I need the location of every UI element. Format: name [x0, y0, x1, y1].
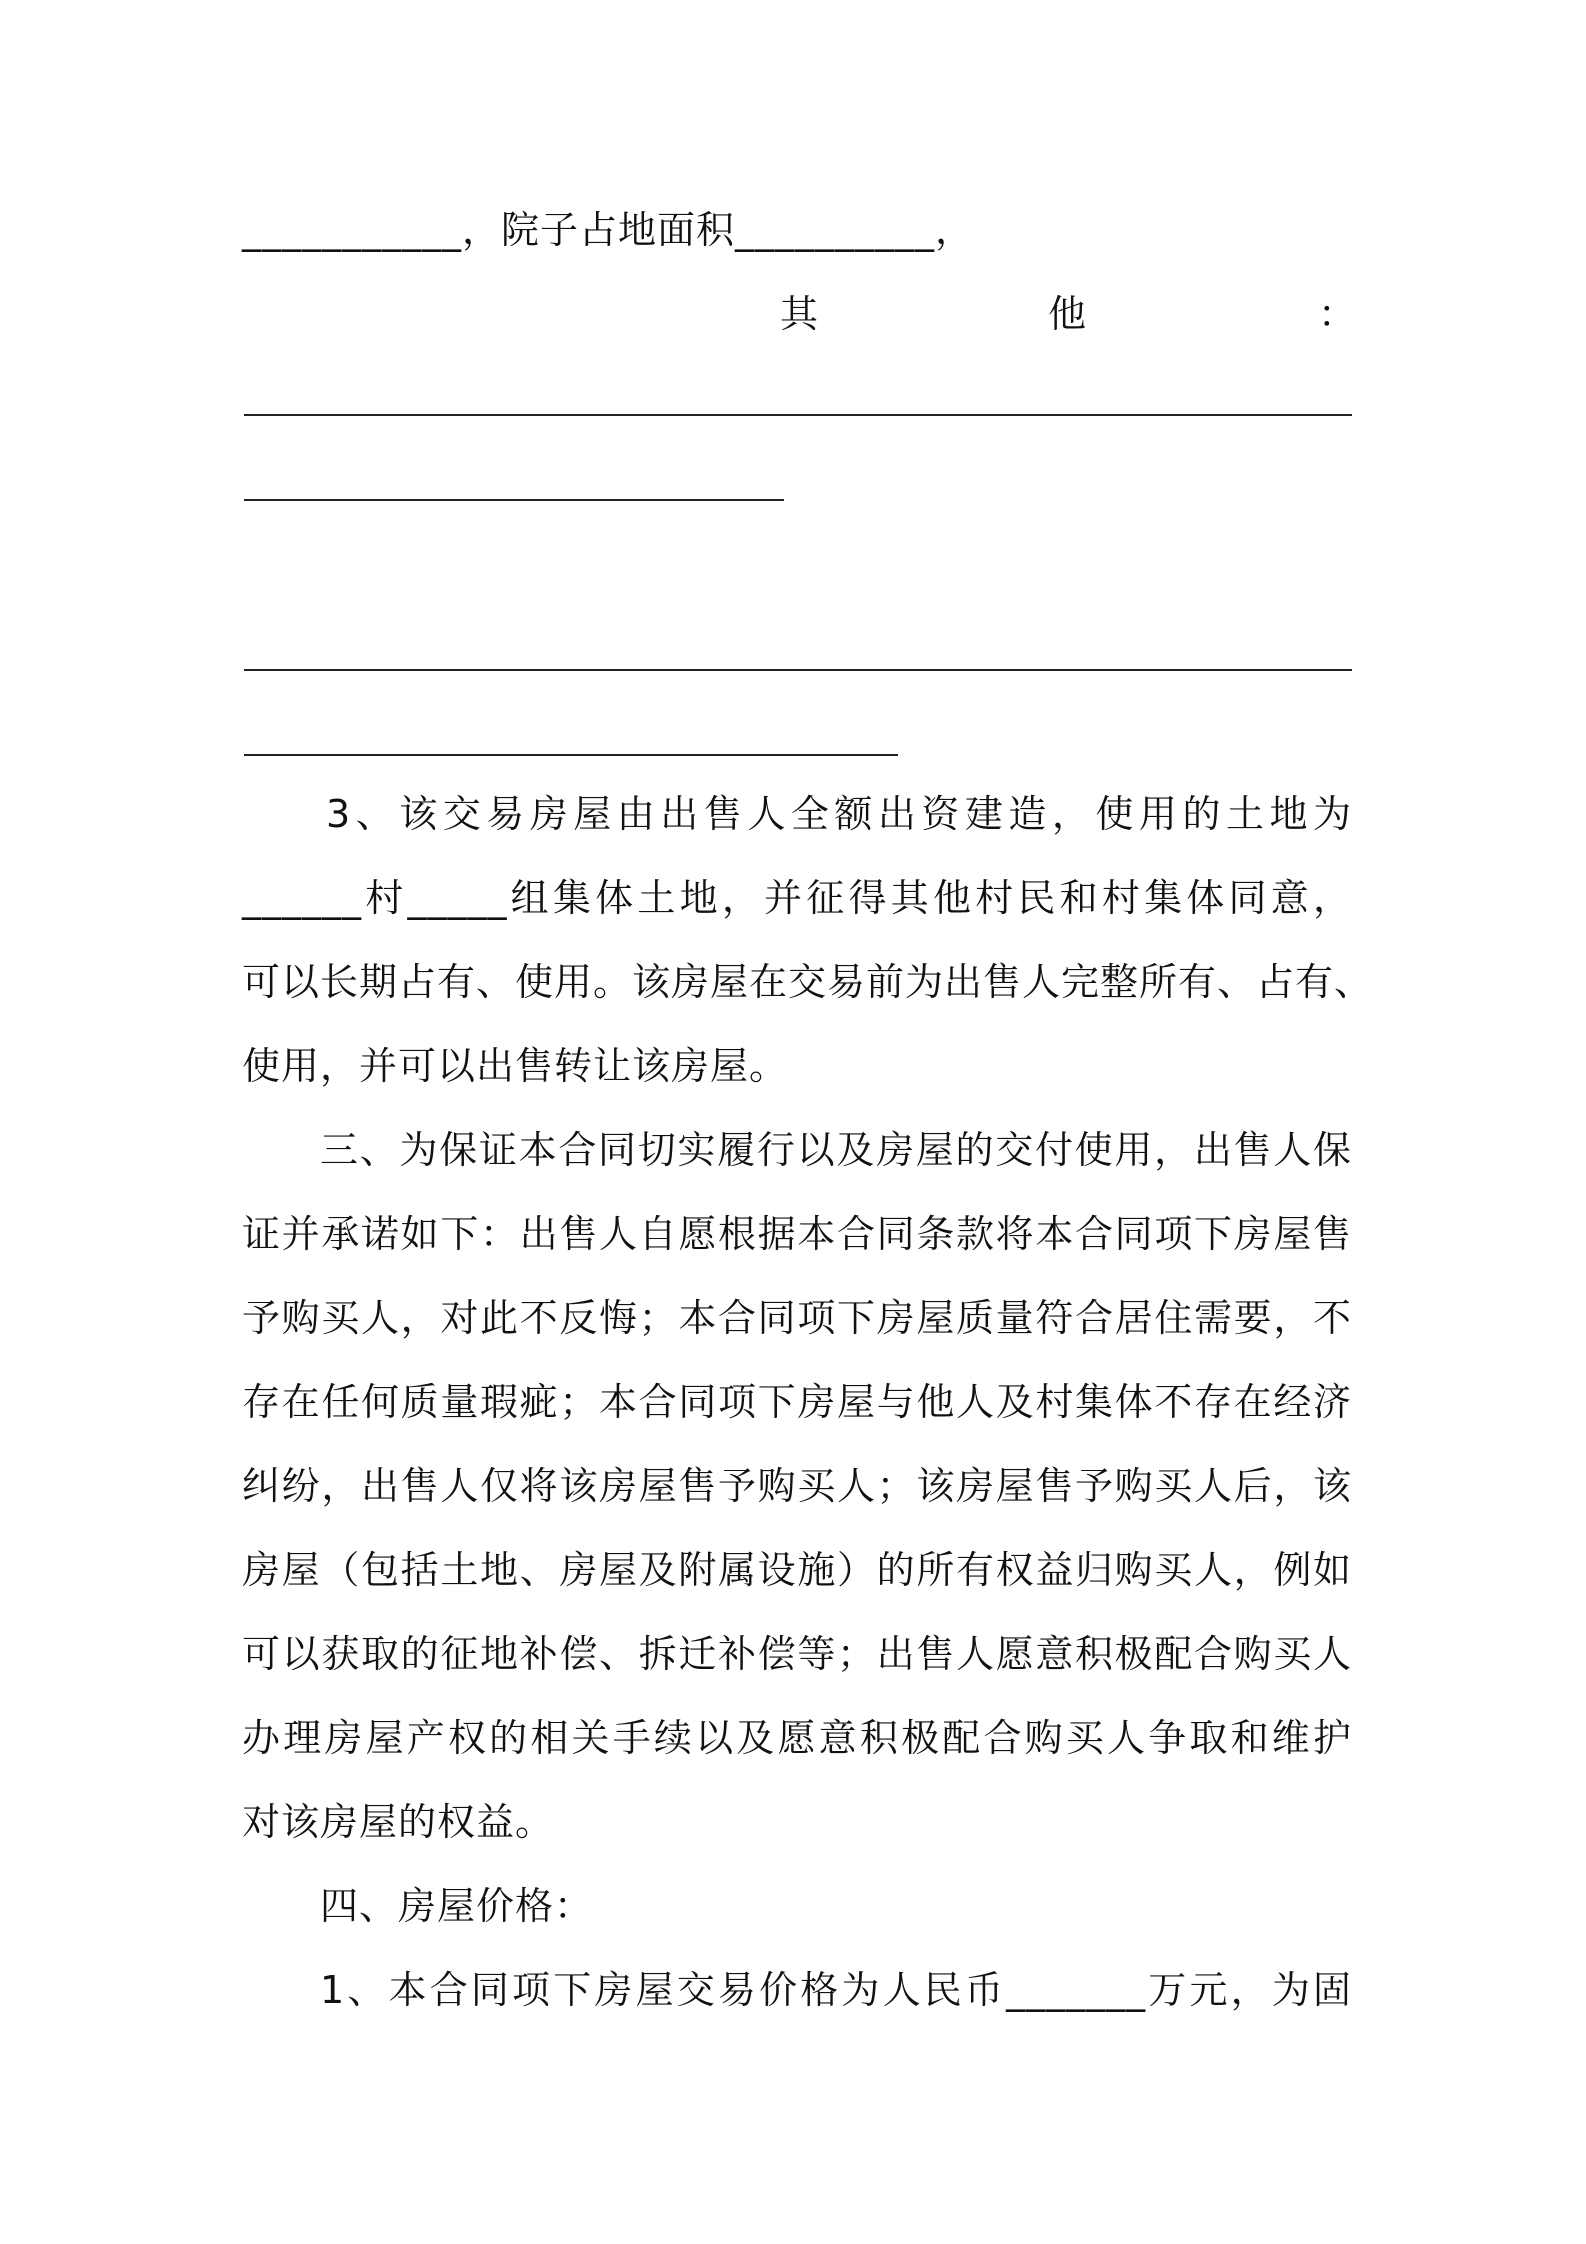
text-line-clause-3-1: 3、该交易房屋由出售人全额出资建造，使用的土地为 — [326, 792, 1352, 836]
text-line-section-3-4: 存在任何质量瑕疵；本合同项下房屋与他人及村集体不存在经济 — [242, 1380, 1352, 1424]
text-line-clause-3-2: ______村_____组集体土地，并征得其他村民和村集体同意， — [242, 876, 1352, 920]
text-line-section-3-9: 对该房屋的权益。 — [242, 1800, 555, 1844]
text-others-char-2: 他 — [1048, 292, 1087, 336]
text-line-section-3-2: 证并承诺如下：出售人自愿根据本合同条款将本合同项下房屋售 — [242, 1212, 1352, 1256]
blank-line-2 — [244, 499, 784, 501]
text-line-section-3-1: 三、为保证本合同切实履行以及房屋的交付使用，出售人保 — [320, 1128, 1352, 1172]
text-line-section-3-5: 纠纷，出售人仅将该房屋售予购买人；该房屋售予购买人后，该 — [242, 1464, 1352, 1508]
blank-line-4 — [244, 754, 898, 756]
text-others-colon: ： — [1318, 292, 1357, 336]
text-line-yard-area: ___________，院子占地面积__________， — [242, 208, 975, 252]
text-line-clause-3-4: 使用，并可以出售转让该房屋。 — [242, 1044, 789, 1088]
text-line-clause-3-3: 可以长期占有、使用。该房屋在交易前为出售人完整所有、占有、 — [242, 960, 1374, 1004]
text-line-section-3-6: 房屋（包括土地、房屋及附属设施）的所有权益归购买人，例如 — [242, 1548, 1352, 1592]
text-line-section-3-3: 予购买人，对此不反悔；本合同项下房屋质量符合居住需要，不 — [242, 1296, 1352, 1340]
blank-line-1 — [244, 414, 1352, 416]
text-others-char-1: 其 — [780, 292, 819, 336]
section-heading-price: 四、房屋价格： — [320, 1884, 594, 1928]
text-line-price-1: 1、本合同项下房屋交易价格为人民币_______万元，为固 — [320, 1968, 1352, 2012]
text-line-section-3-8: 办理房屋产权的相关手续以及愿意积极配合购买人争取和维护 — [242, 1716, 1352, 1760]
blank-line-3 — [244, 669, 1352, 671]
text-line-section-3-7: 可以获取的征地补偿、拆迁补偿等；出售人愿意积极配合购买人 — [242, 1632, 1352, 1676]
